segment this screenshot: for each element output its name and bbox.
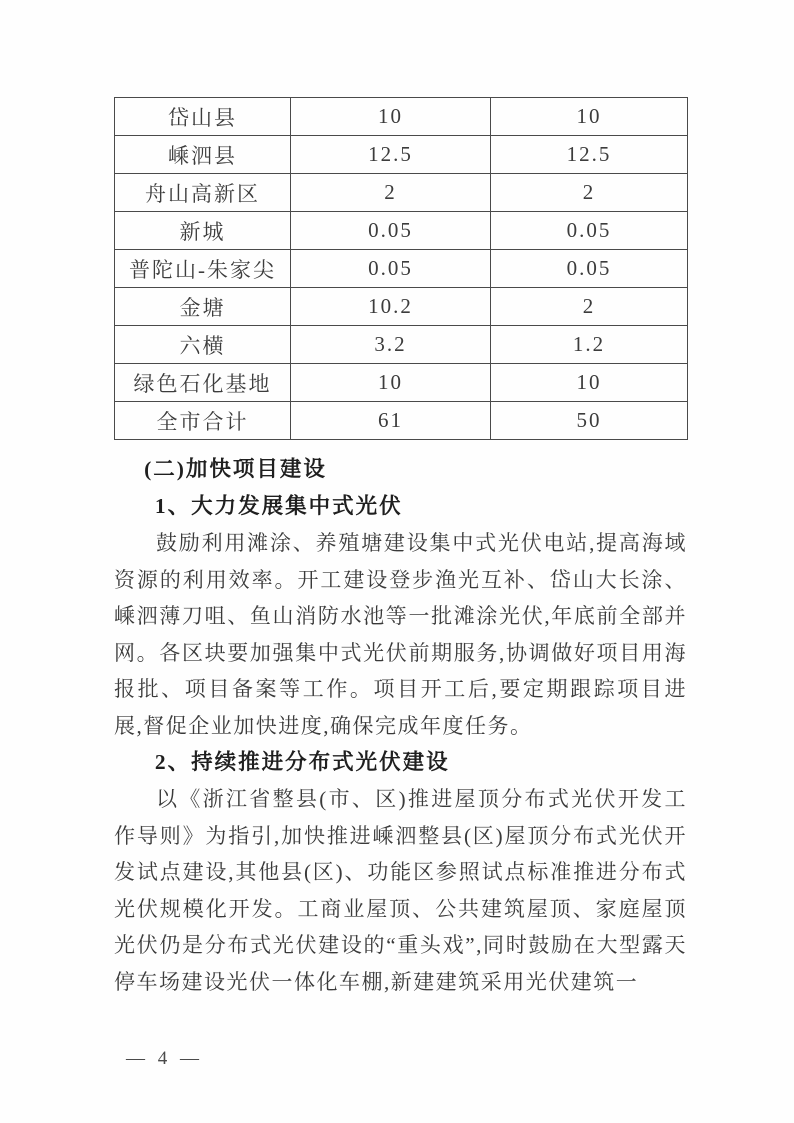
table-cell-value: 0.05 bbox=[291, 250, 491, 288]
subsection-heading-distributed-pv: 2、持续推进分布式光伏建设 bbox=[154, 750, 450, 774]
paragraph-distributed-pv: 以《浙江省整县(市、区)推进屋顶分布式光伏开发工作导则》为指引,加快推进嵊泗整县(区)屋顶分布式光伏开发试点建设,其他县(区)、功能区参照试点标准推进分布式光伏规模化开发。工商业屋顶、公共建筑屋顶、家庭屋顶光伏仍是分布式光伏建设的“重头戏”,同时鼓励在大型露天停车场建设光伏一体化车棚,新建建筑采用光伏建筑一 bbox=[114, 787, 687, 994]
table-cell-value: 2 bbox=[491, 174, 688, 212]
table-row bbox=[115, 402, 688, 440]
table-row bbox=[115, 288, 688, 326]
table-cell-value: 1.2 bbox=[491, 326, 688, 364]
subsection-heading-centralized-pv: 1、大力发展集中式光伏 bbox=[154, 494, 403, 518]
table-cell-region: 舟山高新区 bbox=[115, 174, 291, 212]
table-cell-region: 绿色石化基地 bbox=[115, 364, 291, 402]
table-cell-value: 10.2 bbox=[291, 288, 491, 326]
table-cell-value: 12.5 bbox=[291, 136, 491, 174]
table-cell-value: 12.5 bbox=[491, 136, 688, 174]
table-cell-region: 金塘 bbox=[115, 288, 291, 326]
table-cell-region: 新城 bbox=[115, 212, 291, 250]
table-cell-value: 10 bbox=[291, 364, 491, 402]
table-row bbox=[115, 212, 688, 250]
allocation-table bbox=[114, 97, 688, 440]
table-row bbox=[115, 250, 688, 288]
section-heading-accelerate-projects: (二)加快项目建设 bbox=[144, 457, 327, 481]
table-cell-value: 2 bbox=[291, 174, 491, 212]
table-cell-value: 50 bbox=[491, 402, 688, 440]
table-cell-value: 10 bbox=[291, 98, 491, 136]
table-cell-region: 六横 bbox=[115, 326, 291, 364]
table-cell-region: 岱山县 bbox=[115, 98, 291, 136]
table-row bbox=[115, 98, 688, 136]
table-cell-region: 全市合计 bbox=[115, 402, 291, 440]
table-cell-value: 3.2 bbox=[291, 326, 491, 364]
table-cell-value: 10 bbox=[491, 364, 688, 402]
paragraph-centralized-pv: 鼓励利用滩涂、养殖塘建设集中式光伏电站,提高海域资源的利用效率。开工建设登步渔光互补、岱山大长涂、嵊泗薄刀咀、鱼山消防水池等一批滩涂光伏,年底前全部并网。各区块要加强集中式光伏前期服务,协调做好项目用海报批、项目备案等工作。项目开工后,要定期跟踪项目进展,督促企业加快进度,确保完成年度任务。 bbox=[114, 531, 687, 738]
page-number: — 4 — bbox=[126, 1048, 203, 1069]
table-cell-region: 普陀山-朱家尖 bbox=[115, 250, 291, 288]
table-row bbox=[115, 136, 688, 174]
document-content bbox=[114, 97, 687, 1000]
table-row bbox=[115, 326, 688, 364]
table-row bbox=[115, 364, 688, 402]
table-cell-value: 0.05 bbox=[491, 250, 688, 288]
table-cell-value: 61 bbox=[291, 402, 491, 440]
table-row bbox=[115, 174, 688, 212]
table-cell-region: 嵊泗县 bbox=[115, 136, 291, 174]
table-cell-value: 10 bbox=[491, 98, 688, 136]
table-cell-value: 2 bbox=[491, 288, 688, 326]
table-cell-value: 0.05 bbox=[491, 212, 688, 250]
table-cell-value: 0.05 bbox=[291, 212, 491, 250]
